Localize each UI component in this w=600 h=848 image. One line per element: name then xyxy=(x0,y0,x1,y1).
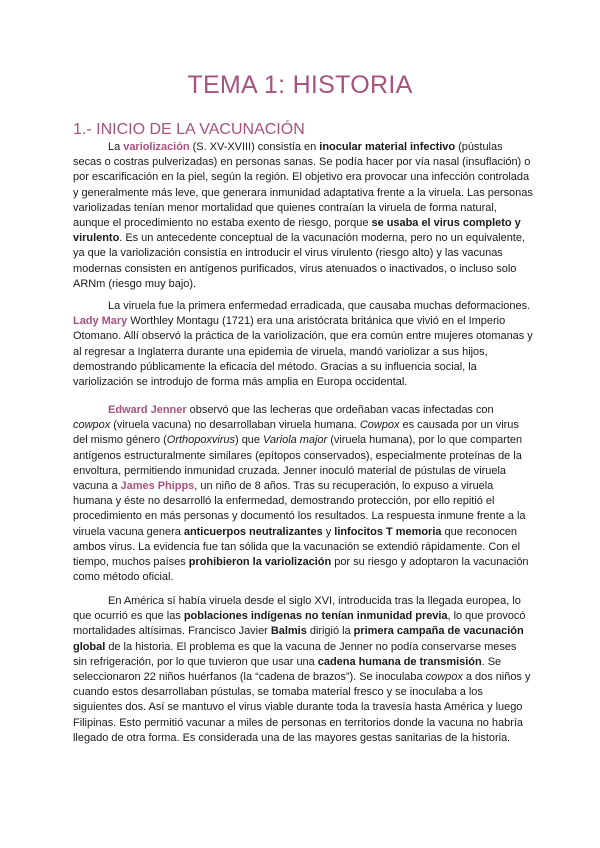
text-run: (viruela humana), por lo que comparten antígenos estructuralmente similares (epítopos conservados), especialmente proteínas de la envoltura, permitiendo inmunidad cruzada. Jenner inoculó material de pústulas de viruela vacuna a xyxy=(73,434,523,493)
text-run: La xyxy=(108,141,124,153)
paragraph-balmis xyxy=(73,594,533,746)
text-run: y xyxy=(322,525,335,538)
bold-term: inocular material infectivo xyxy=(319,141,456,153)
text-run: , un niño de 8 años. Tras su recuperación, lo expuso a viruela humana y éste no desarrolló la enfermedad, demostrando protección, por ello repitió el procedimiento en más personas y documentó los resultados. La respuesta inmune frente a la viruela vacuna genera xyxy=(73,480,526,538)
text-run: es causada por un virus del mismo género ( xyxy=(73,419,519,447)
text-run: (viruela vacuna) no desarrollaban viruela humana. xyxy=(110,419,360,432)
text-run: que reconocen ambos virus. La evidencia fue tan sólida que la vacunación se extendió rápidamente. Con el tiempo, muchos países xyxy=(73,525,521,569)
bold-term: anticuerpos neutralizantes xyxy=(183,525,323,538)
bold-term: linfocitos T memoria xyxy=(334,525,442,538)
text-run: (S. XV-XVIII) consistía en xyxy=(189,141,320,153)
text-run: , lo que provocó mortalidades altísimas. Francisco Javier xyxy=(73,610,526,638)
paragraph-variolizacion xyxy=(73,140,533,292)
highlighted-term: variolización xyxy=(123,141,190,153)
section-heading: 1.- INICIO DE LA VACUNACIÓN xyxy=(73,121,305,138)
text-run: Worthley Montagu (1721) era una aristócrata británica que vivió en el Imperio Otomano. Allí observó la práctica de la variolización, que era común entre mujeres otomanas y al regresar a Inglaterra durante una epidemia de viruela, mandó variolizar a sus hijos, demostrando públicamente la eficacia del método. Gracias a su influencia social, la variolización se introdujo de forma más amplia en Europa occidental. xyxy=(73,315,533,389)
highlighted-term: Lady Mary xyxy=(73,315,128,328)
text-run: . Es un antecedente conceptual de la vacunación moderna, pero no un equivalente, ya que la variolización consistía en introducir el virus virulento (riesgo alto) y las vacunas modernas consisten en antígenos purificados, virus atenuados o inactivados, o incluso solo ARNm (riesgo muy bajo). xyxy=(73,232,525,290)
bold-term: poblaciones indígenas no tenían inmunidad previa xyxy=(183,610,448,623)
text-run: dirigió la xyxy=(306,625,354,638)
text-run: . Se seleccionaron 22 niños huérfanos (la “cadena de brazos”). Se inoculaba xyxy=(73,655,502,684)
text-run: de la historia. El problema es que la vacuna de Jenner no podía conservarse meses sin refrigeración, por lo que tuvieron que usar una xyxy=(73,640,517,668)
page-title: TEMA 1: HISTORIA xyxy=(187,71,413,99)
paragraph-edward-jenner xyxy=(73,403,533,585)
text-run: observó que las lecheras que ordeñaban vacas infectadas con xyxy=(186,404,494,416)
italic-term: Variola major xyxy=(263,434,328,447)
text-run: En América sí había viruela desde el siglo XVI, introducida tras la llegada europea, lo que ocurrió es que las xyxy=(73,595,521,623)
paragraph-lady-mary xyxy=(73,299,533,390)
italic-term: Orthopoxvirus xyxy=(166,434,236,447)
text-run: por su riesgo y adoptaron la vacunación como método oficial. xyxy=(73,556,529,584)
italic-term: cowpox xyxy=(73,419,111,432)
bold-term: prohibieron la variolización xyxy=(188,556,332,569)
bold-term: primera campaña de vacunación global xyxy=(73,625,524,653)
text-run: ) que xyxy=(235,434,264,447)
highlighted-term: James Phipps xyxy=(120,480,195,493)
highlighted-term: Edward Jenner xyxy=(108,404,187,416)
bold-term: cadena humana de transmisión xyxy=(317,655,482,668)
bold-term: se usaba el virus completo y virulento xyxy=(73,217,521,245)
italic-term: cowpox xyxy=(425,671,463,684)
italic-term: Cowpox xyxy=(359,419,400,432)
text-run: La viruela fue la primera enfermedad erradicada, que causaba muchas deformaciones. xyxy=(108,300,531,312)
text-run: (pústulas secas o costras pulverizadas) en personas sanas. Se podía hacer por vía nasal (insuflación) o por escarificación en la piel, según la región. El objetivo era provocar una infección controlada y generalmente más leve, que generara inmunidad adaptativa frente a la viruela. Las personas variolizadas tenían menor mortalidad que quienes contraían la viruela de forma natural, aunque el procedimiento no estaba exento de riesgo, porque xyxy=(73,141,533,230)
bold-term: Balmis xyxy=(270,625,307,638)
text-run: a dos niños y cuando estos desarrollaban pústulas, se tomaba material fresco y se inoculaba a los siguientes dos. Así se mantuvo el virus viable durante toda la travesía hasta América y luego Filipinas. Esto permitió vacunar a miles de personas en territorios donde la vacuna no habría llegado de otra forma. Es considerada una de las mayores gestas sanitarias de la historia. xyxy=(73,671,531,744)
